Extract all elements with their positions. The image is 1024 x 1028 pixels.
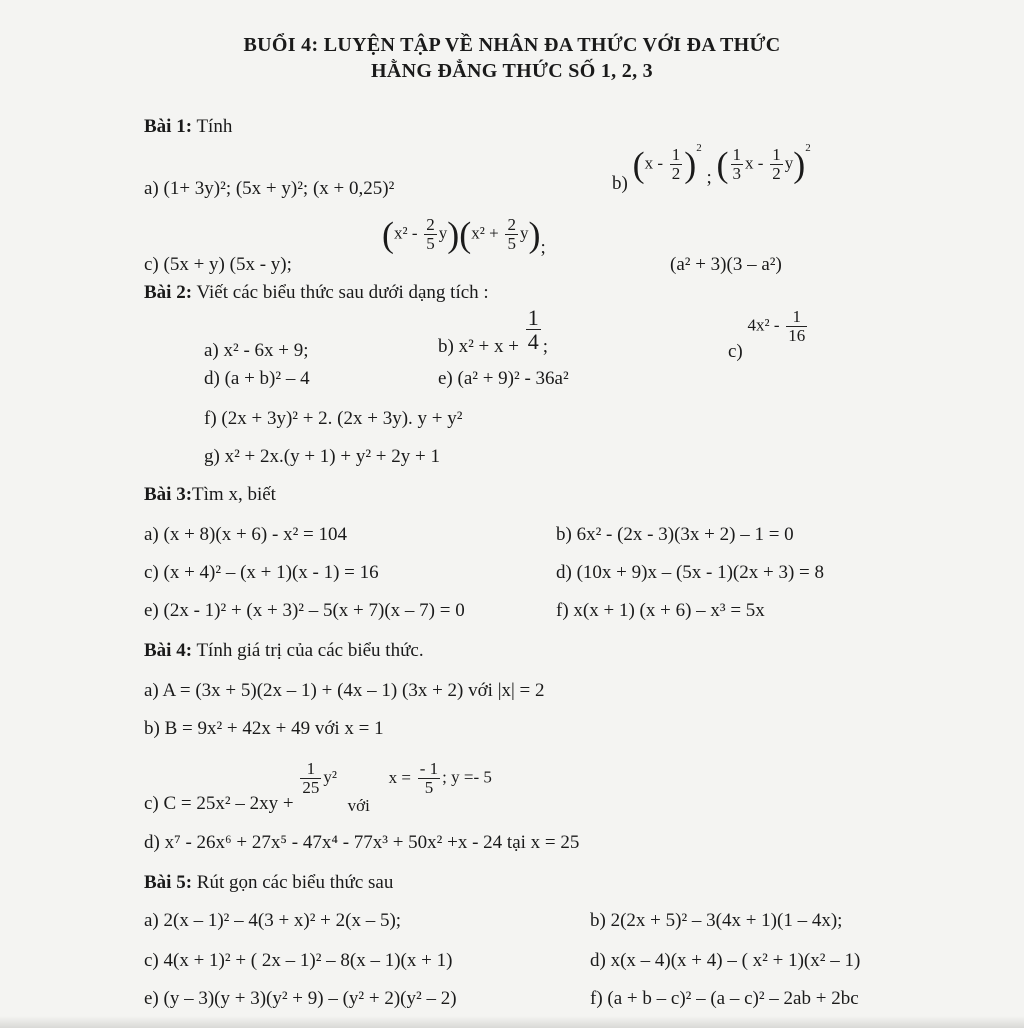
numerator: 1 [786,308,807,327]
paren-close: ) [793,144,806,185]
bai3-c: c) (x + 4)² – (x + 1)(x - 1) = 16 [144,562,379,583]
y-var: y [519,223,529,243]
paren-close: ) [684,144,697,185]
fraction-1-4 [526,306,541,353]
bai2-a: a) x² - 6x + 9; [204,340,309,361]
bai4-heading-row [144,640,424,662]
bai1-heading: Bài 1: [144,116,193,137]
bai3-heading: Bài 3: [144,484,193,505]
bai4-c-x: x = [388,767,411,787]
bai5-c: c) 4(x + 1)² + ( 2x – 1)² – 8(x – 1)(x + 1) [144,950,453,971]
bai2-c-prefix: c) [728,340,743,362]
bai2-c-text: 4x² - [747,315,780,335]
bai1-c-last: (a² + 3)(3 – a²) [670,254,782,275]
bai4-c-voi: với [347,795,370,815]
bai2-b [438,305,548,357]
x2-plus: x² + [471,223,499,243]
fraction-1-25 [300,760,321,797]
bai3-a: a) (x + 8)(x + 6) - x² = 104 [144,524,347,545]
denominator: 5 [507,233,516,253]
exponent: 2 [696,142,702,155]
denominator: 5 [426,233,435,253]
bai1-c: c) (5x + y) (5x - y); [144,254,292,275]
bai2-c [728,307,809,362]
bai3-d: d) (10x + 9)x – (5x - 1)(2x + 3) = 8 [556,562,825,583]
numerator: 1 [671,145,681,164]
bai1-b [612,142,811,194]
bai2-label: Viết các biểu thức sau dưới dạng tích : [196,282,489,303]
bai1-b-x: x - [644,153,663,173]
fraction-minus-1-5 [418,760,440,797]
fraction-2-5 [424,216,437,253]
bai5-a: a) 2(x – 1)² – 4(3 + x)² + 2(x – 5); [144,910,402,931]
denominator: 2 [772,163,781,183]
denominator: 2 [671,163,681,183]
bai4-d: d) x⁷ - 26x⁶ + 27x⁵ - 47x⁴ - 77x³ + 50x² +x - 24 tại x = 25 [144,832,580,853]
paren-close: ) [447,214,460,255]
bai2-f: f) (2x + 3y)² + 2. (2x + 3y). y + y² [204,408,463,429]
numerator: 1 [732,145,742,164]
bai4-c [144,759,492,815]
paren-open: ( [382,214,394,255]
bai5-heading: Bài 5: [144,872,193,893]
bai4-a: a) A = (3x + 5)(2x – 1) + (4x – 1) (3x + 2) với |x| = 2 [144,680,545,701]
paren-open: ( [459,214,472,255]
numerator: 2 [426,215,435,234]
bai1-b-prefix: b) [612,172,628,194]
bai1-a: a) (1+ 3y)²; (5x + y)²; (x + 0,25)² [144,178,395,199]
title-line-2: HẰNG ĐẲNG THỨC SỐ 1, 2, 3 [371,60,653,82]
bai2-heading-row [144,282,489,304]
bai4-c-prefix: c) C = 25x² – 2xy + [144,792,294,814]
numerator: 1 [300,760,321,779]
fraction-1-2 [770,146,783,183]
denominator: 3 [732,163,742,183]
bai3-b: b) 6x² - (2x - 3)(3x + 2) – 1 = 0 [556,524,794,545]
fraction-1-16 [786,308,807,345]
paren-open: ( [632,144,645,185]
bai1-c-middle [382,214,546,258]
exponent: 2 [805,142,811,155]
bai3-f: f) x(x + 1) (x + 6) – x³ = 5x [556,600,765,621]
bai1-b-y: y [784,153,794,173]
paren-open: ( [716,144,729,185]
denominator: 5 [424,777,434,797]
bai5-label: Rút gọn các biểu thức sau [196,872,394,893]
bai4-label: Tính giá trị của các biểu thức. [196,640,424,661]
numerator: - 1 [419,759,439,778]
bai2-e: e) (a² + 9)² - 36a² [438,368,569,389]
bai2-b-text: b) x² + x + [438,335,519,357]
bai1-heading-row [144,116,232,138]
page-bottom-shadow [0,1016,1024,1028]
bai5-e: e) (y – 3)(y + 3)(y² + 9) – (y² + 2)(y² – 2) [144,988,457,1009]
bai1-label: Tính [196,116,233,137]
bai3-heading-row [144,484,276,506]
fraction-2-5 [505,216,518,253]
paren-close: ) [528,214,541,255]
bai1-b-x2: x - [745,153,764,173]
numerator: 2 [507,215,516,234]
bai4-heading: Bài 4: [144,640,193,661]
bai4-c-y: ; y =- 5 [442,767,492,787]
denominator: 25 [302,777,320,797]
bai2-g: g) x² + 2x.(y + 1) + y² + 2y + 1 [204,446,440,467]
fraction-1-2 [670,146,683,183]
bai3-label: Tìm x, biết [192,484,276,505]
bai1-b-sep: ; [706,166,712,188]
bai4-b: b) B = 9x² + 42x + 49 với x = 1 [144,718,384,739]
numerator: 1 [772,145,781,164]
y-squared: y² [323,767,337,787]
bai2-d: d) (a + b)² – 4 [204,368,310,389]
title-line-1: BUỔI 4: LUYỆN TẬP VỀ NHÂN ĐA THỨC VỚI ĐA THỨC [243,34,781,56]
denominator: 4 [527,329,539,355]
bai2-b-end: ; [542,335,548,357]
bai3-e: e) (2x - 1)² + (x + 3)² – 5(x + 7)(x – 7) = 0 [144,600,465,621]
bai5-f: f) (a + b – c)² – (a – c)² – 2ab + 2bc [590,988,859,1009]
numerator: 1 [527,305,539,330]
bai5-heading-row [144,872,393,894]
x2-minus: x² - [394,223,418,243]
y-var: y [438,223,448,243]
bai5-d: d) x(x – 4)(x + 4) – ( x² + 1)(x² – 1) [590,950,861,971]
bai5-b: b) 2(2x + 5)² – 3(4x + 1)(1 – 4x); [590,910,843,931]
denominator: 16 [788,325,806,345]
bai2-heading: Bài 2: [144,282,193,303]
fraction-1-3 [731,146,744,183]
bai1-c-end: ; [540,236,546,258]
